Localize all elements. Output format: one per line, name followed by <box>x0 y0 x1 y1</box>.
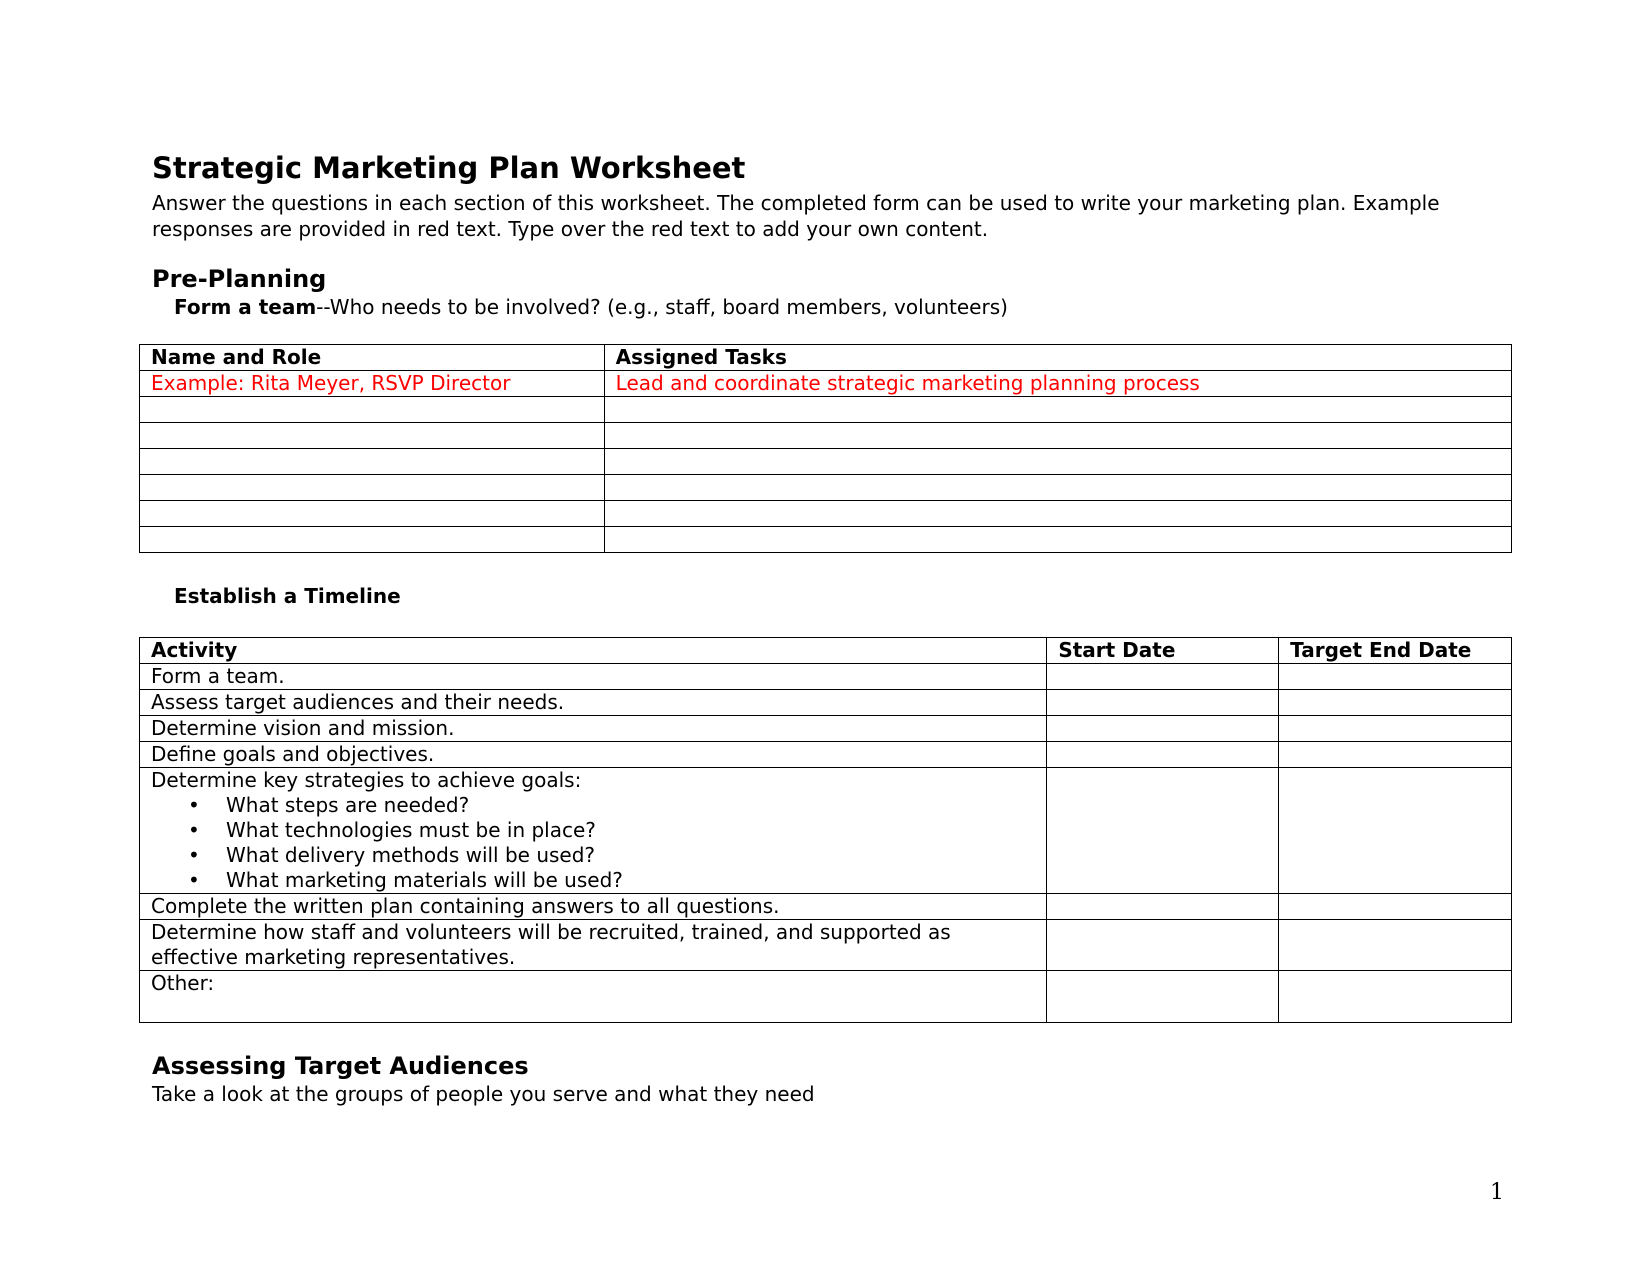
start-date-cell[interactable] <box>1047 690 1279 716</box>
table-row <box>140 371 1512 397</box>
team-name-cell[interactable] <box>140 527 605 553</box>
team-task-cell[interactable] <box>604 527 1511 553</box>
table-row <box>140 423 1512 449</box>
table-row <box>140 920 1512 971</box>
team-name-cell[interactable] <box>140 423 605 449</box>
table-row <box>140 894 1512 920</box>
assessing-section <box>152 1051 1512 1107</box>
start-date-cell[interactable] <box>1047 971 1279 1023</box>
title-block <box>152 150 1512 242</box>
activity-cell[interactable]: Other: <box>140 971 1047 1023</box>
intro-text: Answer the questions in each section of this worksheet. The completed form can be used to write your marketing plan. Example responses are provided in red text. Type over the red text to add your own content. <box>152 191 1440 241</box>
table-row <box>140 971 1512 1023</box>
column-header: Assigned Tasks <box>604 345 1511 371</box>
activity-cell: Assess target audiences and their needs. <box>140 690 1047 716</box>
timeline-table <box>139 637 1512 1023</box>
form-team-description: --Who needs to be involved? (e.g., staff, board members, volunteers) <box>316 295 1008 319</box>
table-row <box>140 716 1512 742</box>
end-date-cell[interactable] <box>1279 742 1512 768</box>
page-title: Strategic Marketing Plan Worksheet <box>152 151 746 185</box>
table-header-row <box>140 345 1512 371</box>
form-team-label: Form a team <box>174 295 317 319</box>
team-task-cell[interactable] <box>604 475 1511 501</box>
activity-cell <box>140 768 1047 894</box>
end-date-cell[interactable] <box>1279 690 1512 716</box>
timeline-heading: Establish a Timeline <box>174 584 401 608</box>
list-item: • What delivery methods will be used? <box>226 843 1046 868</box>
end-date-cell[interactable] <box>1279 664 1512 690</box>
start-date-cell[interactable] <box>1047 742 1279 768</box>
table-row <box>140 449 1512 475</box>
table-row <box>140 742 1512 768</box>
start-date-cell[interactable] <box>1047 664 1279 690</box>
team-task-cell[interactable] <box>604 423 1511 449</box>
team-name-cell[interactable] <box>140 449 605 475</box>
form-team-line <box>174 294 1008 320</box>
page-number: 1 <box>1490 1180 1504 1205</box>
start-date-cell[interactable] <box>1047 768 1279 894</box>
start-date-cell[interactable] <box>1047 894 1279 920</box>
list-item: • What technologies must be in place? <box>226 818 1046 843</box>
strategies-label: Determine key strategies to achieve goals: <box>151 768 582 792</box>
end-date-cell[interactable] <box>1279 920 1512 971</box>
table-row <box>140 690 1512 716</box>
list-item: • What steps are needed? <box>226 793 1046 818</box>
start-date-cell[interactable] <box>1047 920 1279 971</box>
team-task-cell[interactable]: Lead and coordinate strategic marketing planning process <box>604 371 1511 397</box>
end-date-cell[interactable] <box>1279 716 1512 742</box>
column-header: Name and Role <box>140 345 605 371</box>
activity-cell: Determine how staff and volunteers will be recruited, trained, and supported as effective marketing representatives. <box>140 920 1047 971</box>
table-row <box>140 664 1512 690</box>
activity-cell: Complete the written plan containing answers to all questions. <box>140 894 1047 920</box>
assessing-heading: Assessing Target Audiences <box>152 1052 529 1080</box>
column-header: Activity <box>140 638 1047 664</box>
table-row <box>140 397 1512 423</box>
assessing-text: Take a look at the groups of people you serve and what they need <box>152 1082 815 1106</box>
strategies-list <box>151 793 1046 893</box>
team-name-cell[interactable] <box>140 501 605 527</box>
end-date-cell[interactable] <box>1279 894 1512 920</box>
team-name-cell[interactable] <box>140 475 605 501</box>
preplanning-heading: Pre-Planning <box>152 265 327 293</box>
activity-cell: Determine vision and mission. <box>140 716 1047 742</box>
table-header-row <box>140 638 1512 664</box>
team-table <box>139 344 1512 553</box>
list-item: • What marketing materials will be used? <box>226 868 1046 893</box>
team-name-cell[interactable] <box>140 397 605 423</box>
table-row <box>140 501 1512 527</box>
table-row <box>140 527 1512 553</box>
table-row <box>140 768 1512 894</box>
team-task-cell[interactable] <box>604 397 1511 423</box>
start-date-cell[interactable] <box>1047 716 1279 742</box>
end-date-cell[interactable] <box>1279 971 1512 1023</box>
team-task-cell[interactable] <box>604 501 1511 527</box>
table-row <box>140 475 1512 501</box>
team-name-cell[interactable]: Example: Rita Meyer, RSVP Director <box>140 371 605 397</box>
column-header: Start Date <box>1047 638 1279 664</box>
end-date-cell[interactable] <box>1279 768 1512 894</box>
activity-cell: Define goals and objectives. <box>140 742 1047 768</box>
preplanning-section <box>152 264 1008 320</box>
activity-cell: Form a team. <box>140 664 1047 690</box>
team-task-cell[interactable] <box>604 449 1511 475</box>
column-header: Target End Date <box>1279 638 1512 664</box>
